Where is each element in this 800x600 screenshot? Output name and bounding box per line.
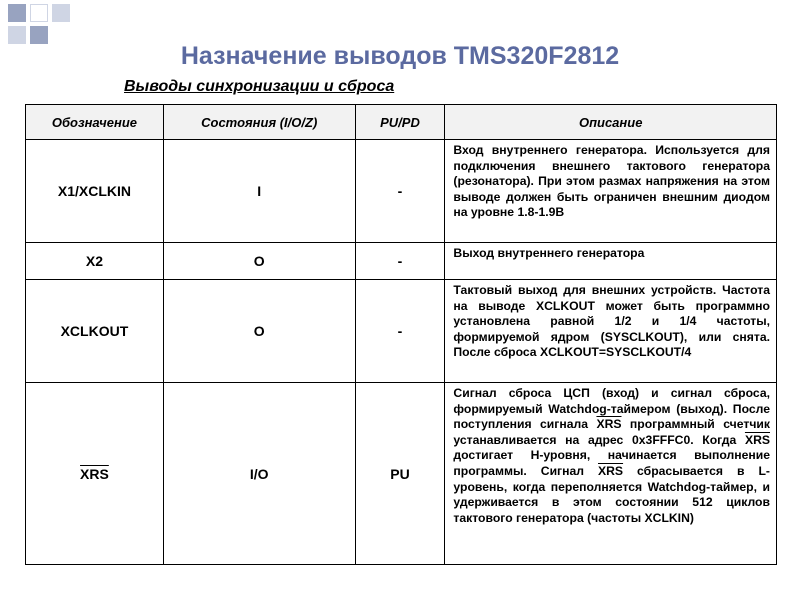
page-title: Назначение выводов TMS320F2812 bbox=[180, 42, 620, 70]
pin-state: O bbox=[163, 243, 355, 280]
table-row bbox=[26, 140, 777, 243]
desc-text: достигает H-уровня, начинается выполнение программы. Сигнал bbox=[453, 448, 770, 478]
signal-xrs: $\overline{XRS}$ bbox=[596, 417, 622, 432]
pin-pupd: - bbox=[355, 140, 445, 243]
pin-name: X1/XCLKIN bbox=[26, 140, 164, 243]
column-header-description: Описание bbox=[445, 105, 777, 140]
pin-pupd: PU bbox=[355, 383, 445, 565]
signal-xrs: $\overline{XRS}$ bbox=[744, 432, 770, 447]
table-row bbox=[26, 243, 777, 280]
pin-pupd: - bbox=[355, 280, 445, 383]
pin-state: O bbox=[163, 280, 355, 383]
table-row bbox=[26, 383, 777, 565]
table-header-row bbox=[26, 105, 777, 140]
pin-description: Выход внутреннего генератора bbox=[445, 243, 777, 280]
table-row bbox=[26, 280, 777, 383]
pin-name bbox=[26, 383, 164, 565]
pin-description: Тактовый выход для внешних устройств. Частота на выводе XCLKOUT может быть программно установлена равной 1/2 и 1/4 частоты, формируемой ядром (SYSCLKOUT), или снята. После сброса XCLKOUT=SYSCLKOUT/4 bbox=[445, 280, 777, 383]
pin-description: Вход внутреннего генератора. Используется для подключения внешнего тактового генератора (резонатора). При этом размах напряжения на этом выводе должен быть ограничен внешним диодом на уровне 1.8-1.9В bbox=[445, 140, 777, 243]
pin-name: X2 bbox=[26, 243, 164, 280]
pin-description bbox=[445, 383, 777, 565]
column-header-designation: Обозначение bbox=[26, 105, 164, 140]
pin-pupd: - bbox=[355, 243, 445, 280]
pin-table bbox=[25, 104, 777, 565]
pin-state: I bbox=[163, 140, 355, 243]
signal-xrs: $\overline{XRS}$ bbox=[598, 463, 624, 478]
desc-text: сбрасывается в L-уровень, когда переполняется Watchdog-таймер, и удерживается в этом состоянии 512 циклов тактового генератора (частоты XCLKIN) bbox=[453, 463, 770, 525]
column-header-pupd: PU/PD bbox=[355, 105, 445, 140]
deco-square bbox=[52, 4, 70, 22]
section-subtitle: Выводы синхронизации и сброса bbox=[124, 78, 395, 95]
deco-square bbox=[8, 4, 26, 22]
pin-name-overlined: $\overline{XRS}$ bbox=[80, 465, 109, 482]
desc-text: Сигнал сброса ЦСП (вход) и сигнал сброса, формируемый Watchdog-таймером (выход). После поступления сигнала bbox=[453, 386, 770, 432]
pin-name: XCLKOUT bbox=[26, 280, 164, 383]
pin-state: I/O bbox=[163, 383, 355, 565]
desc-text: программный счетчик устанавливается на адрес 0x3FFFC0. Когда bbox=[453, 417, 770, 447]
column-header-states: Состояния (I/O/Z) bbox=[163, 105, 355, 140]
deco-square bbox=[30, 4, 48, 22]
